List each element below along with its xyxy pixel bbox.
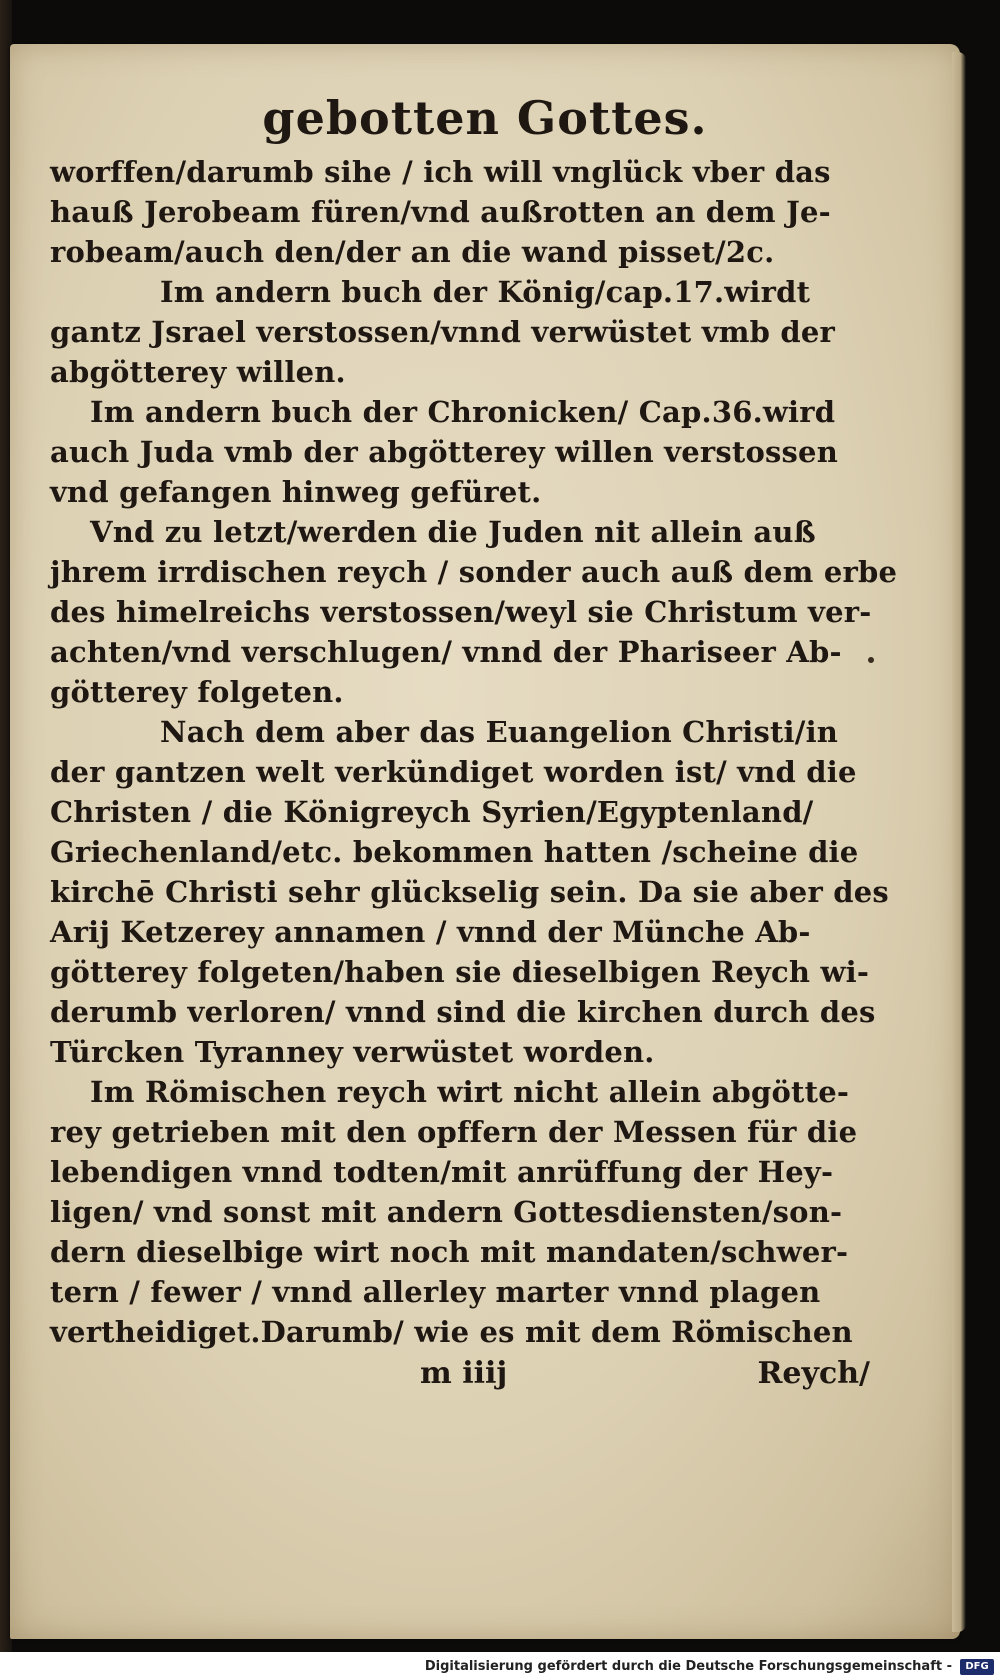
text-line: tern / fewer / vnnd allerley marter vnnd plagen	[50, 1275, 821, 1309]
text-block	[50, 90, 898, 1402]
text-line: worffen/darumb sihe / ich will vnglück vber das	[50, 155, 831, 189]
text-line: rey getrieben mit den opffern der Messen für die	[50, 1115, 858, 1149]
footer-credit: Digitalisierung gefördert durch die Deutsche Forschungsgemeinschaft -	[424, 1659, 952, 1674]
text-line: jhrem irrdischen reych / sonder auch auß dem erbe	[50, 555, 898, 589]
signature-mark: m iiij	[420, 1356, 508, 1391]
text-line: abgötterey willen.	[50, 355, 346, 389]
running-head: gebotten Gottes.	[262, 91, 708, 145]
text-line: dern dieselbige wirt noch mit mandaten/schwer-	[50, 1235, 849, 1269]
text-line: derumb verloren/ vnnd sind die kirchen durch des	[50, 995, 876, 1029]
ink-speck	[868, 657, 874, 663]
text-line: hauß Jerobeam füren/vnd außrotten an dem Je-	[50, 195, 831, 229]
text-line: Griechenland/etc. bekommen hatten /scheine die	[50, 835, 859, 869]
text-line: Nach dem aber das Euangelion Christi/in	[160, 715, 839, 749]
text-line: kirchē Christi sehr glückselig sein. Da sie aber des	[50, 875, 889, 909]
text-line: vertheidiget.Darumb/ wie es mit dem Römischen	[50, 1315, 853, 1349]
text-line: robeam/auch den/der an die wand pisset/2c.	[50, 235, 775, 269]
text-line: ligen/ vnd sonst mit andern Gottesdiensten/son-	[50, 1195, 843, 1229]
text-line: Im andern buch der Chronicken/ Cap.36.wird	[90, 395, 836, 429]
text-line: der gantzen welt verkündiget worden ist/ vnd die	[50, 755, 857, 789]
text-line: des himelreichs verstossen/weyl sie Christum ver-	[50, 595, 872, 629]
book-page	[10, 44, 960, 1639]
text-line: Türcken Tyranney verwüstet worden.	[50, 1035, 655, 1069]
text-line: gantz Jsrael verstossen/vnnd verwüstet vmb der	[50, 315, 836, 349]
text-line: Im andern buch der König/cap.17.wirdt	[160, 275, 811, 309]
footer-bar	[0, 1652, 1000, 1680]
text-line: Vnd zu letzt/werden die Juden nit allein auß	[90, 515, 816, 549]
text-line: Christen / die Königreych Syrien/Egyptenland/	[50, 795, 814, 829]
text-line: götterey folgeten.	[50, 675, 344, 709]
catch-line	[50, 1356, 880, 1402]
page-edge	[952, 52, 966, 1632]
text-line: lebendigen vnnd todten/mit anrüffung der Hey-	[50, 1155, 834, 1189]
text-line: vnd gefangen hinweg gefüret.	[50, 475, 542, 509]
body-text	[50, 152, 898, 1352]
dfg-logo: DFG	[960, 1659, 994, 1675]
text-line: auch Juda vmb der abgötterey willen verstossen	[50, 435, 838, 469]
text-line: achten/vnd verschlugen/ vnnd der Phariseer Ab-	[50, 635, 842, 669]
catchword: Reych/	[757, 1356, 870, 1391]
text-line: götterey folgeten/haben sie dieselbigen Reych wi-	[50, 955, 870, 989]
text-line: Arij Ketzerey annamen / vnnd der Münche Ab-	[50, 915, 811, 949]
text-line: Im Römischen reych wirt nicht allein abgötte-	[90, 1075, 850, 1109]
